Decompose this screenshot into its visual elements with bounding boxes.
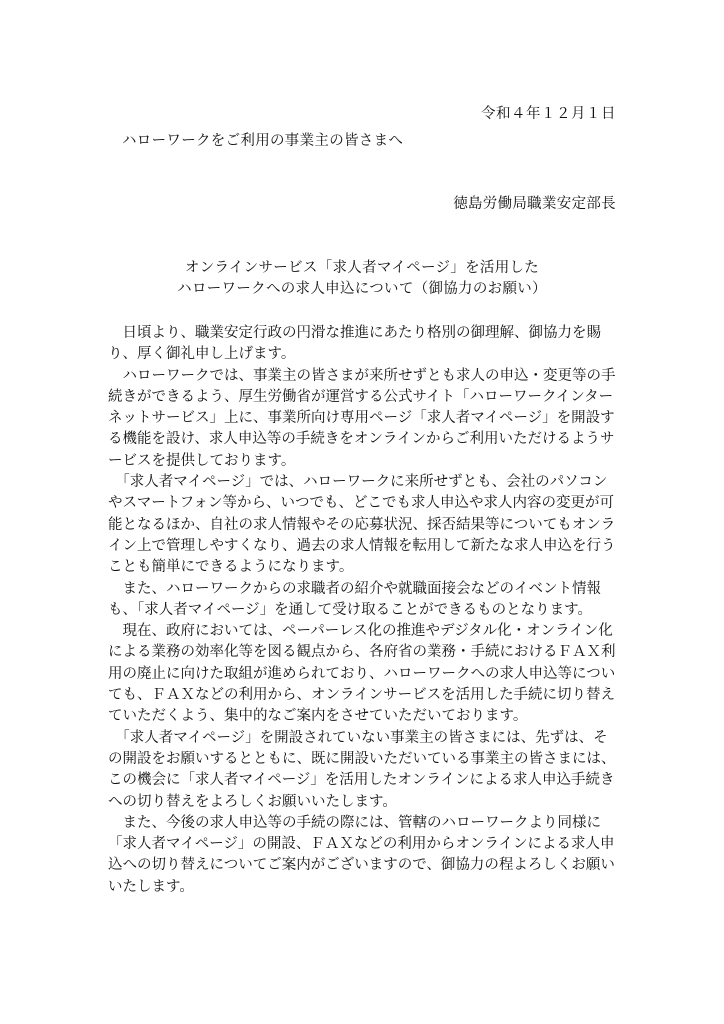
body-line: やスマートフォン等から、いつでも、どこでも求人申込や求人内容の変更が可 [108,495,615,512]
body-line: 「求人者マイページ」を開設されていない事業主の皆さまには、先ずは、そ [108,729,608,746]
body-line: 「求人者マイページ」では、ハローワークに来所せずとも、会社のパソコン [108,474,608,491]
body-line: る機能を設け、求人申込等の手続きをオンラインからご利用いただけるようサ [108,431,615,448]
body-line: 「求人者マイページ」の開設、ＦＡＸなどの利用からオンラインによる求人申 [108,836,615,853]
document-date: 令和４年１２月１日 [481,106,616,122]
body-line: ービスを提供しております。 [108,452,296,469]
body-line: ても、ＦＡＸなどの利用から、オンラインサービスを活用した手続に切り替え [108,687,616,704]
body-line: への切り替えをよろしくお願いいたします。 [108,793,397,810]
body-line: 続きができるよう、厚生労働省が運営する公式サイト「ハローワークインター [108,388,614,405]
body-line: いたします。 [108,878,194,895]
body-line: による業務の効率化等を図る観点から、各府省の業務・手続におけるＦＡＸ利 [108,644,616,661]
body-line: また、今後の求人申込等の手続の際には、管轄のハローワークより同様に [108,814,601,831]
body-line: も、「求人者マイページ」を通して受け取ることができるものとなります。 [108,601,593,618]
body-line: イン上で管理しやすくなり、過去の求人情報を転用して新たな求人申込を行う [108,537,616,554]
body-line: り、厚く御礼申し上げます。 [108,346,296,363]
body-line: ことも簡単にできるようになります。 [108,559,354,576]
body-line: ハローワークでは、事業主の皆さまが来所せずとも求人の申込・変更等の手 [108,367,616,384]
body-line: 用の廃止に向けた取組が進められており、ハローワークへの求人申込等につい [108,665,616,682]
sender: 徳島労働局職業安定部長 [453,196,616,212]
body-line: 現在、政府においては、ペーパーレス化の推進やデジタル化・オンライン化 [108,623,613,640]
document-title [0,258,724,300]
body-line: ネットサービス」上に、事業所向け専用ページ「求人者マイページ」を開設す [108,410,615,427]
document-body [108,323,618,898]
body-line: 能となるほか、自社の求人情報やその応募状況、採否結果等についてもオンラ [108,516,616,533]
title-line-2: ハローワークへの求人申込について（御協力のお願い） [177,281,547,297]
body-line: 日頃より、職業安定行政の円滑な推進にあたり格別の御理解、御協力を賜 [108,325,601,341]
body-line: ていただくよう、集中的なご案内をさせていただいております。 [108,708,528,725]
body-line: この機会に「求人者マイページ」を活用したオンラインによる求人申込手続き [108,772,615,789]
body-line: の開設をお願いするとともに、既に開設いただいている事業主の皆さまには、 [108,750,616,767]
body-line: 込への切り替えについてご案内がございますので、御協力の程よろしくお願い [108,857,615,874]
addressee: ハローワークをご利用の事業主の皆さまへ [122,133,404,149]
body-line: また、ハローワークからの求職者の紹介や就職面接会などのイベント情報 [108,580,601,597]
title-line-1: オンラインサービス「求人者マイページ」を活用した [184,260,540,276]
